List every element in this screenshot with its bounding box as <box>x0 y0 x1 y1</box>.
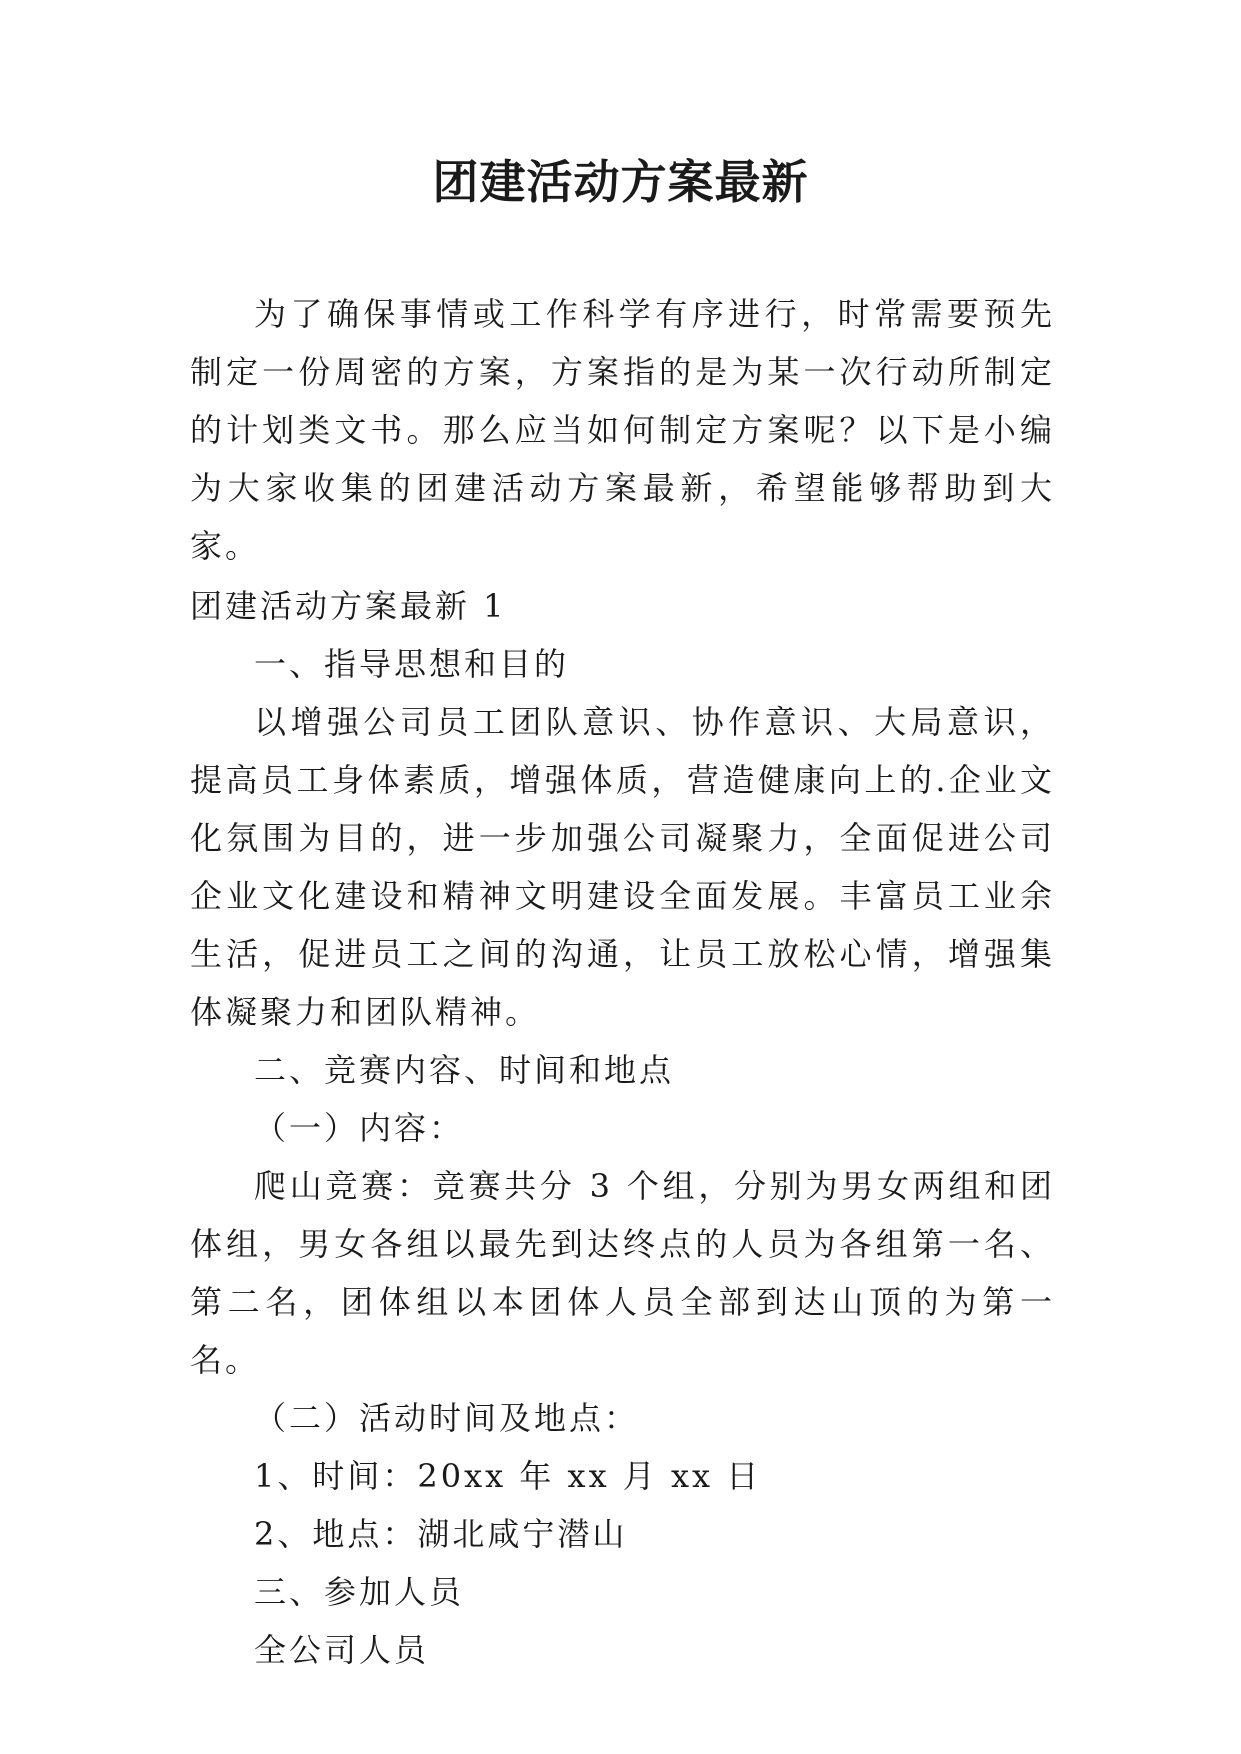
heading-guiding-purpose: 一、指导思想和目的 <box>254 645 570 683</box>
intro-block <box>190 285 1055 575</box>
intro-paragraph: 为了确保事情或工作科学有序进行，时常需要预先制定一份周密的方案，方案指的是为某一次行动所制定的计划类文书。那么应当如何制定方案呢？以下是小编为大家收集的团建活动方案最新，希望能够帮助到大家。 <box>190 295 1055 565</box>
contest-paragraph: 爬山竞赛：竞赛共分 3 个组，分别为男女两组和团体组，男女各组以最先到达终点的人员为各组第一名、第二名，团体组以本团体人员全部到达山顶的为第一名。 <box>190 1167 1055 1379</box>
plan-content <box>190 577 1055 1679</box>
heading-contest-details: 二、竞赛内容、时间和地点 <box>254 1051 675 1089</box>
place-line: 2、地点：湖北咸宁潜山 <box>254 1515 628 1553</box>
section-heading: 团建活动方案最新 1 <box>190 587 507 625</box>
heading-participants: 三、参加人员 <box>254 1573 465 1611</box>
subheading-content: （一）内容： <box>254 1109 465 1147</box>
time-line: 1、时间：20xx 年 xx 月 xx 日 <box>254 1457 762 1495</box>
participants-paragraph: 全公司人员 <box>254 1631 430 1669</box>
subheading-time-place: （二）活动时间及地点： <box>254 1399 640 1437</box>
purpose-paragraph: 以增强公司员工团队意识、协作意识、大局意识，提高员工身体素质，增强体质，营造健康向上的.企业文化氛围为目的，进一步加强公司凝聚力，全面促进公司企业文化建设和精神文明建设全面发展。丰富员工业余生活，促进员工之间的沟通，让员工放松心情，增强集体凝聚力和团队精神。 <box>190 703 1055 1031</box>
document-title: 团建活动方案最新 <box>432 155 809 209</box>
